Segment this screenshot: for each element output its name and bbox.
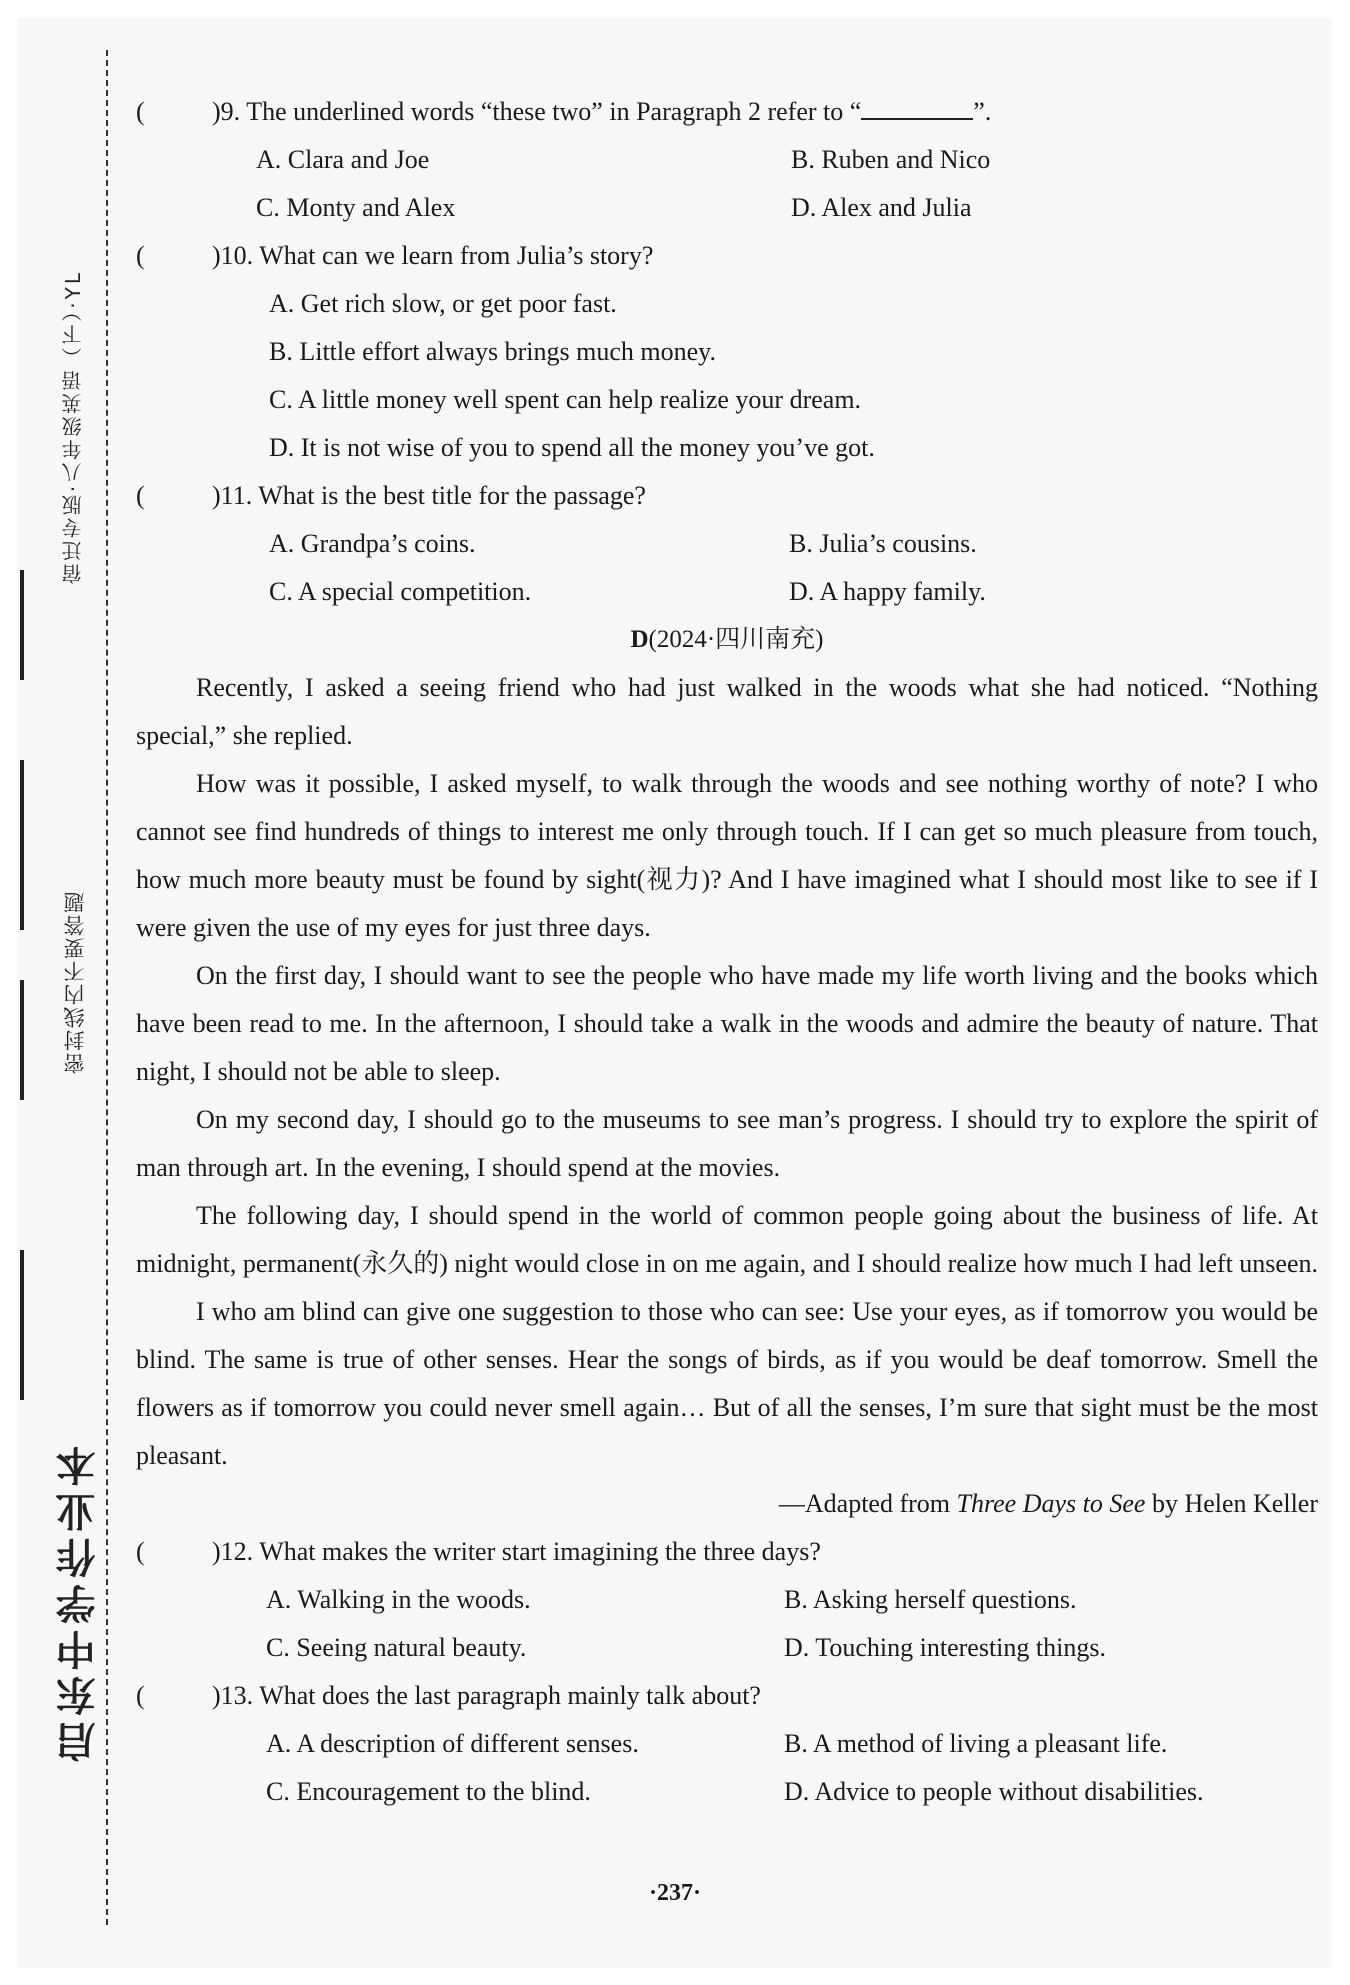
option-a: A. Walking in the woods. bbox=[266, 1585, 531, 1614]
seal-notice: 密封线内不要答题 bbox=[63, 890, 87, 1074]
option-a: A. Clara and Joe bbox=[256, 145, 430, 174]
option-b: B. Asking herself questions. bbox=[784, 1585, 1077, 1614]
question-9 bbox=[136, 88, 1318, 136]
passage-paragraph: I who am blind can give one suggestion to those who can see: Use your eyes, as if tomorrow you would be blind. The same is true of other senses. Hear the songs of birds, as if you would be deaf tomorrow. Smell the flowers as if tomorrow you could never smell again… But of all the senses, I’m sure that sight must be the most pleasant. bbox=[136, 1297, 1318, 1470]
option-d: D. It is not wise of you to spend all the money you’ve got. bbox=[269, 433, 875, 462]
question-10 bbox=[136, 232, 1318, 280]
option-a: A. Grandpa’s coins. bbox=[269, 529, 476, 558]
option-c: C. A little money well spent can help realize your dream. bbox=[269, 385, 862, 414]
passage-paragraph: On my second day, I should go to the museums to see man’s progress. I should try to explore the spirit of man through art. In the evening, I should spend at the movies. bbox=[136, 1105, 1318, 1182]
option-d: D. Advice to people without disabilities. bbox=[784, 1777, 1204, 1806]
margin-rule bbox=[20, 1250, 24, 1400]
option-row bbox=[136, 1720, 1318, 1768]
option-row bbox=[136, 184, 1318, 232]
option-a: A. A description of different senses. bbox=[266, 1729, 639, 1758]
passage-paragraph: On the first day, I should want to see the people who have made my life worth living and the books which have been read to me. In the afternoon, I should take a walk in the woods and admire the beauty of nature. That night, I should not be able to sleep. bbox=[136, 961, 1318, 1086]
option-row bbox=[136, 136, 1318, 184]
option-d: D. A happy family. bbox=[789, 577, 986, 606]
credit-suffix: by Helen Keller bbox=[1145, 1489, 1318, 1518]
passage-paragraph: Recently, I asked a seeing friend who had just walked in the woods what she had noticed. “Nothing special,” she replied. bbox=[136, 673, 1318, 750]
answer-paren: ( bbox=[136, 1537, 145, 1566]
margin-rule bbox=[20, 570, 24, 680]
option-c: C. Seeing natural beauty. bbox=[266, 1633, 527, 1662]
question-stem-end: ”. bbox=[973, 97, 992, 126]
option-c: C. Monty and Alex bbox=[256, 193, 456, 222]
section-source: (2024·四川南充) bbox=[648, 626, 824, 653]
option-row bbox=[136, 1624, 1318, 1672]
question-text: )12. What makes the writer start imagining the three days? bbox=[212, 1537, 821, 1566]
credit-title: Three Days to See bbox=[956, 1489, 1146, 1518]
page-content bbox=[136, 88, 1318, 1816]
option-c: C. Encouragement to the blind. bbox=[266, 1777, 591, 1806]
option-b: B. Ruben and Nico bbox=[791, 145, 991, 174]
question-13 bbox=[136, 1672, 1318, 1720]
option-row bbox=[136, 1768, 1318, 1816]
answer-paren: ( bbox=[136, 1681, 145, 1710]
section-heading bbox=[136, 616, 1318, 664]
option-c: C. A special competition. bbox=[269, 577, 532, 606]
answer-paren: ( bbox=[136, 481, 145, 510]
margin-rule bbox=[20, 980, 24, 1100]
question-text bbox=[212, 88, 991, 136]
option-row bbox=[136, 520, 1318, 568]
source-credit bbox=[136, 1480, 1318, 1528]
fill-blank bbox=[861, 96, 973, 120]
question-12 bbox=[136, 1528, 1318, 1576]
question-stem: )9. The underlined words “these two” in Paragraph 2 refer to “ bbox=[212, 97, 862, 126]
option-b: B. Little effort always brings much money. bbox=[269, 337, 716, 366]
series-label: 宿迁专版·八年级英语（下）·YL bbox=[61, 270, 85, 585]
margin-rule bbox=[20, 760, 24, 930]
question-11 bbox=[136, 472, 1318, 520]
option-row bbox=[136, 1576, 1318, 1624]
credit-prefix: —Adapted from bbox=[778, 1489, 957, 1518]
option-d: D. Alex and Julia bbox=[791, 193, 972, 222]
answer-paren: ( bbox=[136, 97, 145, 126]
page-number: ·237· bbox=[648, 1880, 701, 1906]
school-name: 启东中学作业本 bbox=[56, 1440, 102, 1762]
section-letter: D bbox=[630, 626, 649, 653]
option-b: B. A method of living a pleasant life. bbox=[784, 1729, 1168, 1758]
option-row bbox=[136, 568, 1318, 616]
option-b: B. Julia’s cousins. bbox=[789, 529, 977, 558]
question-text: )13. What does the last paragraph mainly talk about? bbox=[212, 1681, 761, 1710]
option-a: A. Get rich slow, or get poor fast. bbox=[269, 289, 617, 318]
question-text: )11. What is the best title for the passage? bbox=[212, 481, 646, 510]
passage-paragraph: The following day, I should spend in the world of common people going about the business of life. At midnight, permanent(永久的) night would close in on me again, and I should realize how much I had left unseen. bbox=[136, 1201, 1318, 1278]
answer-paren: ( bbox=[136, 241, 145, 270]
option-d: D. Touching interesting things. bbox=[784, 1633, 1106, 1662]
passage-paragraph: How was it possible, I asked myself, to walk through the woods and see nothing worthy of note? I who cannot see find hundreds of things to interest me only through touch. If I can get so much pleasure from touch, how much more beauty must be found by sight(视力)? And I have imagined what I should most like to see if I were given the use of my eyes for just three days. bbox=[136, 769, 1318, 942]
question-text: )10. What can we learn from Julia’s story? bbox=[212, 241, 654, 270]
